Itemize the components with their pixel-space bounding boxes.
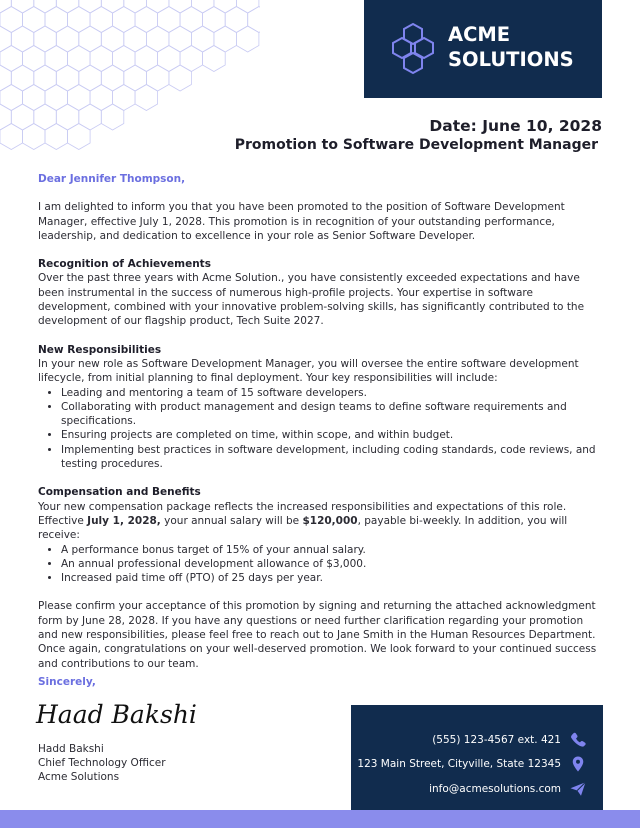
letter-date: Date: June 10, 2028 <box>429 117 602 135</box>
hexagon-shape <box>191 0 214 13</box>
list-item: • Increased paid time off (PTO) of 25 days per year. <box>61 571 604 585</box>
hexagon-shape <box>79 26 102 52</box>
responsibilities-heading: New Responsibilities <box>38 343 162 356</box>
sign-off: Sincerely, <box>38 676 96 688</box>
signer-company: Acme Solutions <box>38 771 120 783</box>
hexagon-shape <box>169 26 192 52</box>
location-pin-icon <box>569 755 587 773</box>
hexagon-shape <box>90 7 113 33</box>
list-item: • Collaborating with product management and design teams to define software requirements and specifications. <box>61 400 604 429</box>
contact-address-row <box>357 755 587 773</box>
list-item: • A performance bonus target of 15% of your annual salary. <box>61 543 604 557</box>
compensation-text-mid: your annual salary will be <box>160 514 303 527</box>
hexagon-shape <box>23 46 46 72</box>
hexagon-shape <box>169 65 192 91</box>
hexagon-shape <box>146 65 169 91</box>
hexagon-shape <box>0 85 23 111</box>
compensation-body <box>38 500 604 543</box>
hexagon-shape <box>45 46 68 72</box>
hexagon-shape <box>79 104 102 130</box>
hexagon-shape <box>11 65 34 91</box>
hexagon-shape <box>56 104 79 130</box>
hexagon-shape <box>135 46 158 72</box>
hexagon-shape <box>11 104 34 130</box>
brand-header <box>364 0 602 98</box>
greeting: Dear Jennifer Thompson, <box>38 173 186 185</box>
recognition-body: Over the past three years with Acme Solution., you have consistently exceeded expectations and have been instrumental in the success of numerous high-profile projects. Your expertise in software development, combined with your innovative problem-solving skills, has significantly contributed to the development of our flagship product, Tech Suite 2027. <box>38 272 585 328</box>
hexagon-shape <box>68 85 91 111</box>
hexagon-shape <box>146 0 169 13</box>
compensation-section <box>38 485 604 585</box>
recognition-heading: Recognition of Achievements <box>38 258 211 271</box>
hexagon-pattern-decoration <box>0 0 260 150</box>
intro-paragraph: I am delighted to inform you that you have been promoted to the position of Software Development Manager, effective July 1, 2028. This promotion is in recognition of your outstanding performance, leadership, and dedication to excellence in your role as Senior Software Developer. <box>38 201 565 242</box>
hexagon-shape <box>158 46 181 72</box>
hexagon-shape <box>0 7 23 33</box>
handwritten-signature: Haad Bakshi <box>36 700 197 729</box>
hexagon-shape <box>23 7 46 33</box>
compensation-text-start: Your new compensation package reflects the increased responsibilities and expectations of this role. Effective <box>38 500 567 527</box>
hexagon-shape <box>56 0 79 13</box>
company-name <box>448 22 574 72</box>
compensation-heading: Compensation and Benefits <box>38 486 201 499</box>
hexagon-shape <box>0 65 11 91</box>
hexagon-shape <box>101 65 124 91</box>
hexagon-shape <box>169 0 192 13</box>
phone-icon <box>569 731 587 749</box>
effective-date: July 1, 2028, <box>87 514 161 527</box>
hexagon-shape <box>68 7 91 33</box>
hexagon-shape <box>101 0 124 13</box>
hexagon-shape <box>180 46 203 72</box>
hexagon-shape <box>236 26 259 52</box>
hexagon-shape <box>23 124 46 150</box>
contact-phone[interactable]: (555) 123-4567 ext. 421 <box>432 734 561 746</box>
hexagon-shape <box>203 7 226 33</box>
hexagon-shape <box>56 26 79 52</box>
compensation-text-end: , payable bi-weekly. In addition, you will receive: <box>38 514 568 542</box>
responsibilities-section <box>38 343 604 472</box>
hexagon-shape <box>214 26 237 52</box>
hexagon-shape <box>79 65 102 91</box>
responsibilities-list <box>38 386 604 472</box>
footer-accent-bar <box>0 810 640 828</box>
hexagon-shape <box>79 0 102 13</box>
hexagon-shape <box>124 26 147 52</box>
hexagon-shape <box>34 65 57 91</box>
benefits-list <box>38 543 604 586</box>
hexagon-shape <box>34 104 57 130</box>
hexagon-shape <box>34 26 57 52</box>
hexagon-shape <box>56 65 79 91</box>
letter-subject: Promotion to Software Development Manager <box>234 137 598 153</box>
closing-paragraph: Please confirm your acceptance of this promotion by signing and returning the attached acknowledgment form by June 28, 2028. If you have any questions or need further clarification regarding your promotion and new responsibilities, please feel free to reach out to Jane Smith in the Human Resources Department. Once again, congratulations on your well-deserved promotion. We look forward to your continued success and contributions to our team. <box>38 600 597 670</box>
hexagon-shape <box>0 0 11 13</box>
signer-name: Hadd Bakshi <box>38 743 104 755</box>
hexagon-shape <box>146 26 169 52</box>
hexagon-shape <box>191 26 214 52</box>
hexagon-shape <box>90 85 113 111</box>
hexagon-shape <box>124 65 147 91</box>
contact-phone-row <box>432 731 587 749</box>
recognition-section <box>38 257 604 328</box>
letter-body <box>38 172 604 671</box>
company-name-line2: SOLUTIONS <box>448 48 574 71</box>
hexagon-shape <box>0 124 23 150</box>
hexagon-shape <box>0 46 23 72</box>
hexagon-shape <box>113 85 136 111</box>
hexagon-shape <box>248 7 260 33</box>
hexagon-shape <box>124 0 147 13</box>
hexagon-shape <box>225 7 248 33</box>
paper-plane-icon <box>569 780 587 798</box>
hexagon-shape <box>23 85 46 111</box>
list-item: • Leading and mentoring a team of 15 software developers. <box>61 386 604 400</box>
hexagon-shape <box>113 46 136 72</box>
hexagon-shape <box>203 46 226 72</box>
signer-block <box>38 742 166 784</box>
contact-email[interactable]: info@acmesolutions.com <box>429 783 561 795</box>
contact-email-row <box>429 780 587 798</box>
hexagon-shape <box>34 0 57 13</box>
signer-title: Chief Technology Officer <box>38 757 166 769</box>
hexagon-shape <box>45 85 68 111</box>
hexagon-shape <box>0 26 11 52</box>
hexagon-shape <box>11 26 34 52</box>
hexagon-shape <box>236 0 259 13</box>
responsibilities-body: In your new role as Software Development Manager, you will oversee the entire software development lifecycle, from initial planning to final deployment. Your key responsibilities will include: <box>38 357 579 385</box>
hexagon-shape <box>0 104 11 130</box>
hexagon-shape <box>68 124 91 150</box>
hexagon-logo-icon <box>388 22 438 76</box>
hexagon-shape <box>90 46 113 72</box>
hexagon-shape <box>135 7 158 33</box>
hexagon-shape <box>11 0 34 13</box>
list-item: • Ensuring projects are completed on time, within scope, and within budget. <box>61 428 604 442</box>
salary-amount: $120,000 <box>302 514 358 527</box>
hexagon-shape <box>45 7 68 33</box>
hexagon-shape <box>180 7 203 33</box>
company-name-line1: ACME <box>448 23 511 46</box>
hexagon-shape <box>113 7 136 33</box>
list-item: • Implementing best practices in software development, including coding standards, code reviews, and testing procedures. <box>61 443 604 472</box>
contact-address: 123 Main Street, Cityville, State 12345 <box>357 758 561 770</box>
hexagon-shape <box>101 104 124 130</box>
hexagon-shape <box>45 124 68 150</box>
hexagon-shape <box>135 85 158 111</box>
hexagon-shape <box>101 26 124 52</box>
hexagon-shape <box>214 0 237 13</box>
list-item: • An annual professional development allowance of $3,000. <box>61 557 604 571</box>
hexagon-shape <box>68 46 91 72</box>
hexagon-shape <box>158 7 181 33</box>
